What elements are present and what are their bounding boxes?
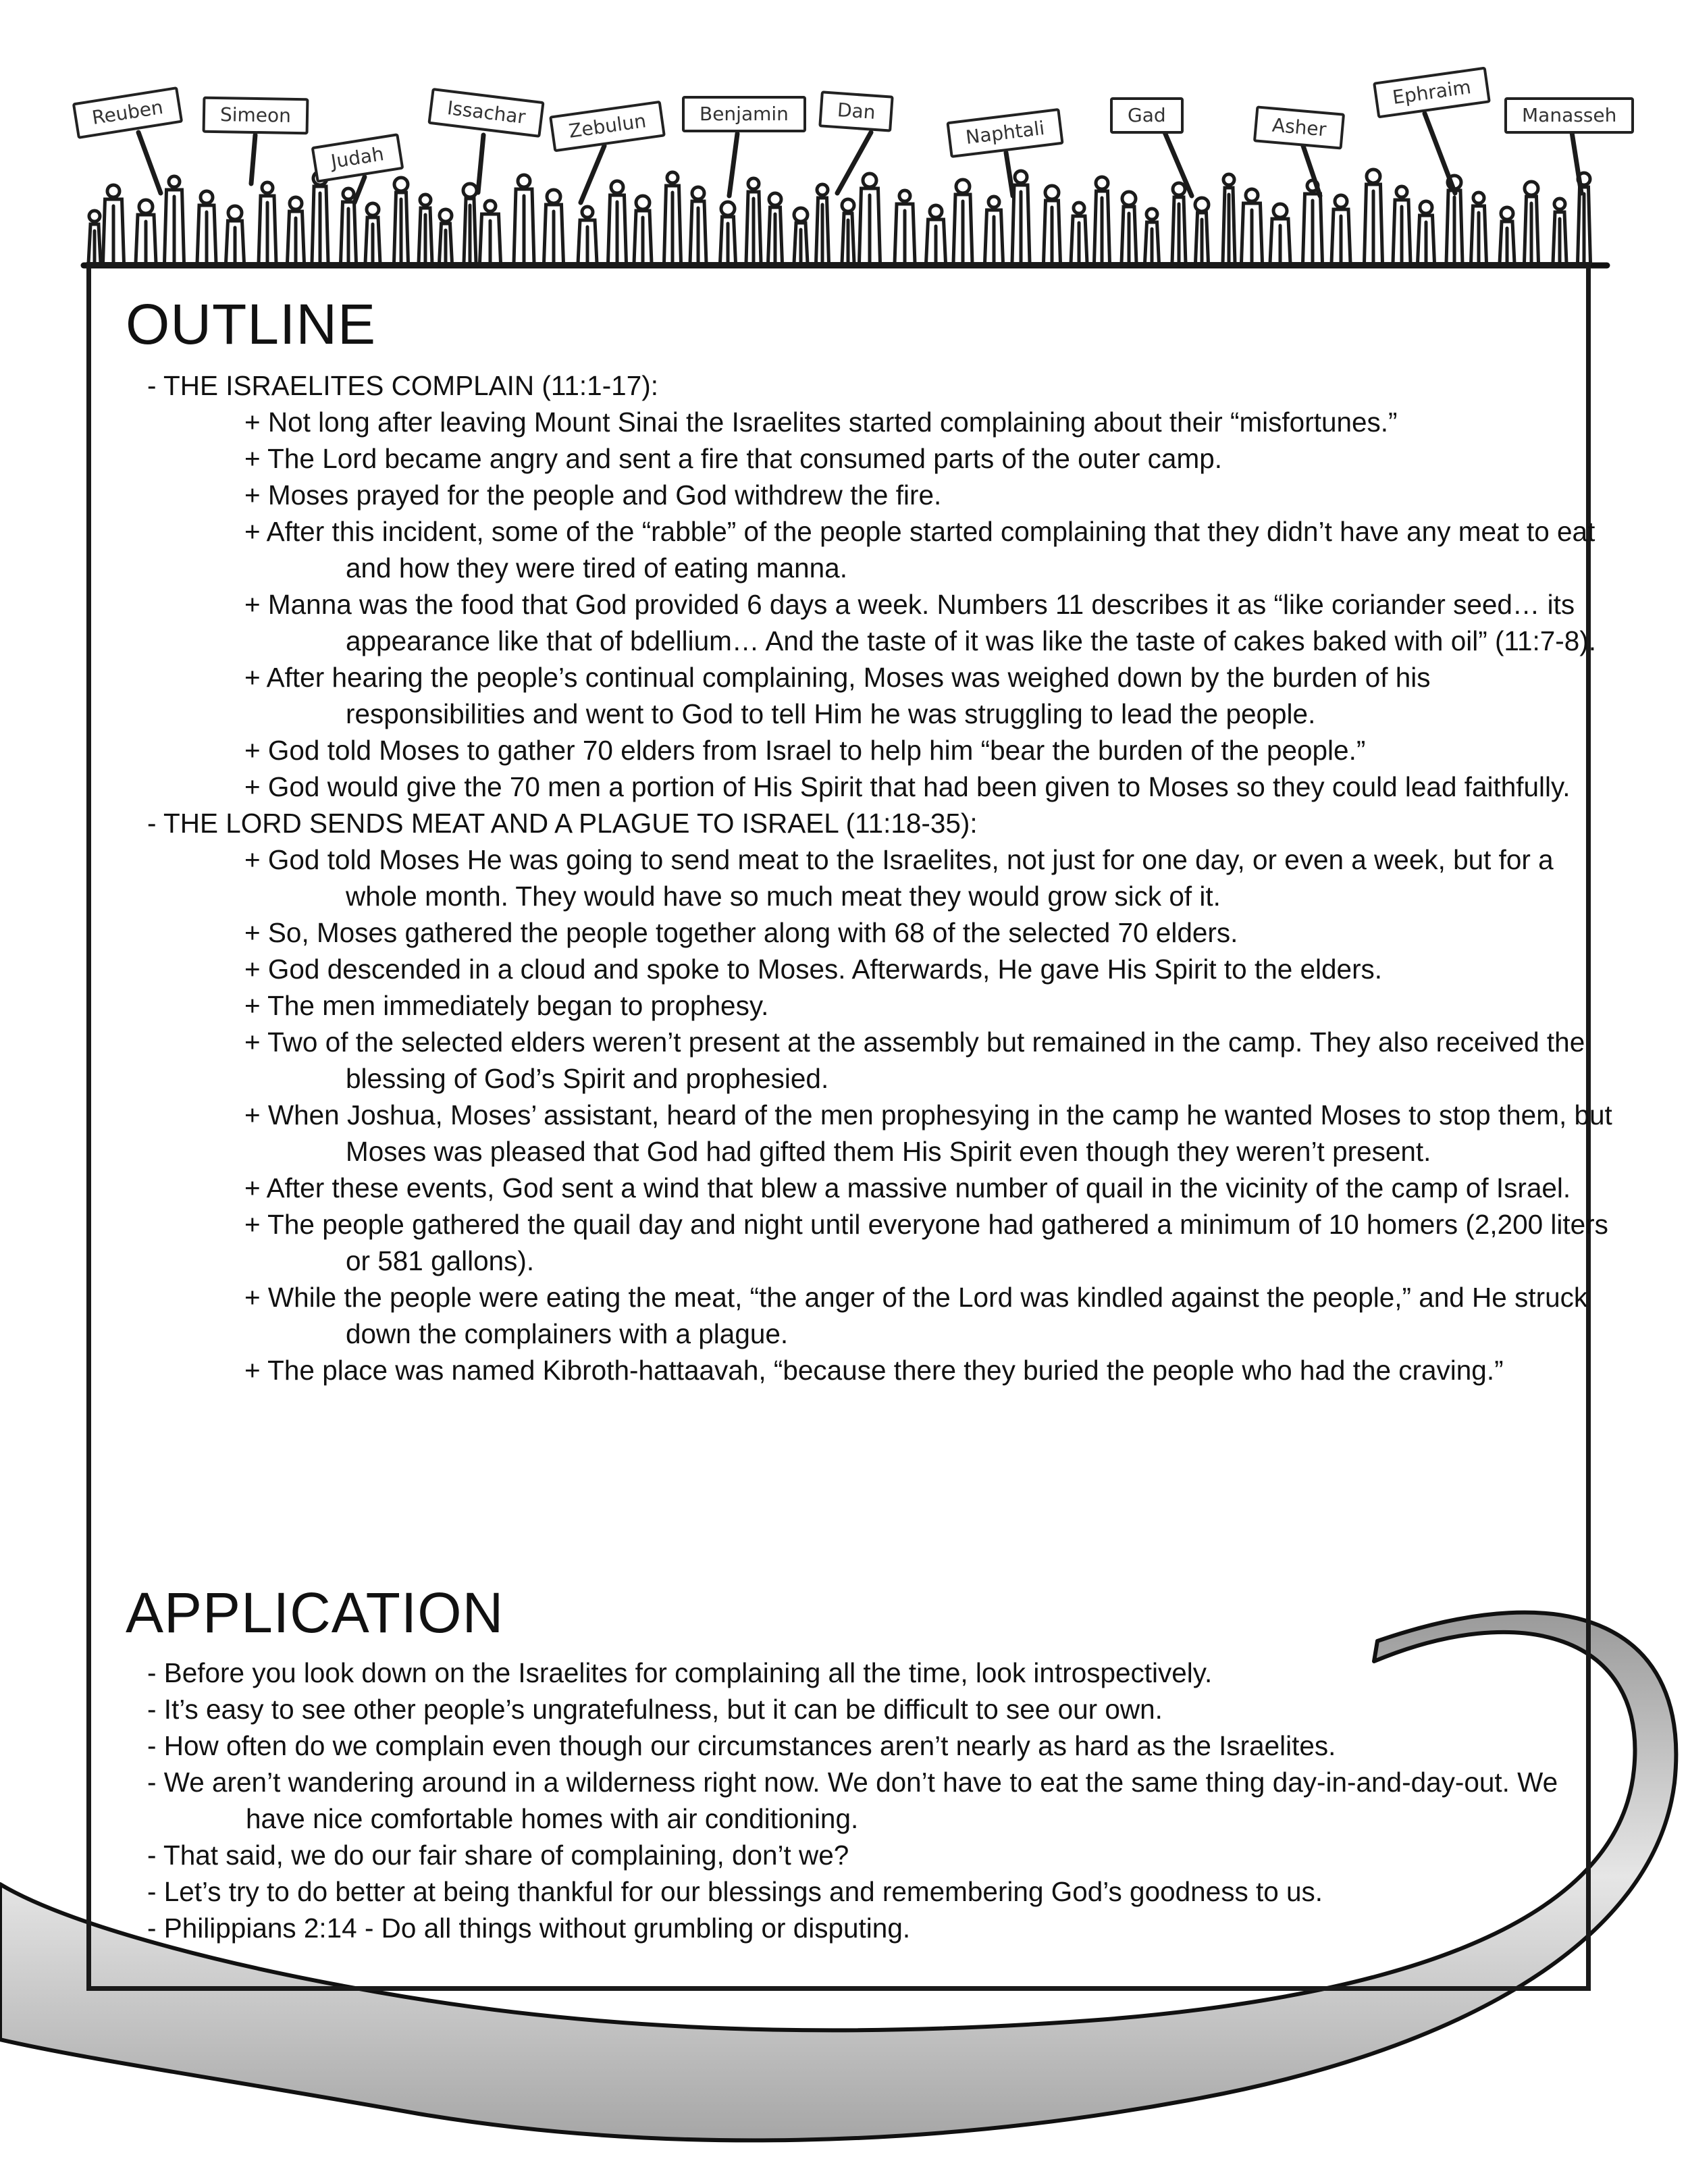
outline-item: + God would give the 70 men a portion of His Spirit that had been given to Moses so they could lead faithfully. bbox=[244, 771, 1571, 802]
application-item: - Philippians 2:14 - Do all things without grumbling or disputing. bbox=[147, 1913, 911, 1944]
crowd-figure bbox=[1172, 183, 1186, 263]
application-item: - It’s easy to see other people’s ungratefulness, but it can be difficult to see our own. bbox=[147, 1694, 1163, 1725]
crowd-figure bbox=[690, 187, 706, 263]
outline-title: OUTLINE bbox=[126, 292, 377, 356]
crowd-figure bbox=[768, 193, 783, 263]
outline-item: + After hearing the people’s continual complaining, Moses was weighed down by the burden of his responsibilities and went to God to tell Him he was struggling to lead the people. bbox=[244, 662, 1431, 729]
crowd-figure bbox=[1122, 192, 1136, 263]
tribe-sign-naphtali: Naphtali bbox=[946, 108, 1064, 158]
crowd-figure bbox=[634, 196, 652, 263]
application-title: APPLICATION bbox=[126, 1581, 504, 1644]
crowd-figure bbox=[664, 172, 681, 263]
outline-item: + After this incident, some of the “rabble” of the people started complaining that they didn’t have any meat to eat and how they were tired of eating manna. bbox=[244, 516, 1595, 583]
crowd-illustration bbox=[88, 170, 1591, 263]
outline-item: + The Lord became angry and sent a fire that consumed parts of the outer camp. bbox=[244, 443, 1222, 474]
crowd-figure bbox=[1500, 207, 1514, 263]
crowd-figure bbox=[1525, 182, 1539, 263]
outline-section-heading: - THE LORD SENDS MEAT AND A PLAGUE TO ISRAEL (11:18-35): bbox=[147, 808, 978, 839]
crowd-figure bbox=[816, 184, 829, 263]
crowd-figure bbox=[794, 208, 808, 263]
crowd-figure bbox=[1195, 198, 1209, 263]
application-item: - That said, we do our fair share of complaining, don’t we? bbox=[147, 1840, 849, 1871]
outline-item: + Two of the selected elders weren’t present at the assembly but remained in the camp. They also received the blessing of God’s Spirit and prophesied. bbox=[244, 1026, 1585, 1094]
crowd-figure bbox=[1242, 189, 1263, 263]
crowd-figure bbox=[1418, 201, 1435, 263]
outline-item: + The men immediately began to prophesy. bbox=[244, 990, 769, 1021]
outline-section-heading: - THE ISRAELITES COMPLAIN (11:1-17): bbox=[147, 370, 658, 401]
tribe-sign-reuben: Reuben bbox=[72, 86, 183, 139]
crowd-figure bbox=[514, 175, 534, 263]
crowd-figure bbox=[1012, 171, 1030, 263]
crowd-figure bbox=[746, 178, 761, 263]
outline-body bbox=[144, 367, 1614, 1388]
outline-item: + After these events, God sent a wind that blew a massive number of quail in the vicinity of the camp of Israel. bbox=[244, 1172, 1571, 1203]
outline-item: + While the people were eating the meat, “the anger of the Lord was kindled against the people,” and He struck down the complainers with a plague. bbox=[244, 1282, 1588, 1349]
crowd-figure bbox=[103, 185, 124, 263]
crowd-figure bbox=[480, 201, 501, 263]
crowd-figure bbox=[419, 194, 432, 263]
crowd-figure bbox=[1044, 186, 1061, 263]
tribe-sign-simeon: Simeon bbox=[203, 97, 309, 135]
tribe-sign-issachar: Issachar bbox=[427, 88, 545, 138]
tribe-sign-zebulun: Zebulun bbox=[549, 101, 666, 153]
crowd-figure bbox=[1094, 177, 1110, 263]
crowd-figure bbox=[197, 191, 216, 263]
tribe-sign-dan: Dan bbox=[818, 90, 894, 132]
crowd-figure bbox=[259, 182, 276, 263]
outline-item: + When Joshua, Moses’ assistant, heard of the men prophesying in the camp he wanted Moses to stop them, but Moses was pleased that God had gifted them His Spirit even though they weren’t present. bbox=[244, 1099, 1612, 1167]
crowd-figure bbox=[1331, 195, 1350, 263]
crowd-figure bbox=[88, 211, 101, 263]
crowd-figure bbox=[1270, 204, 1290, 263]
crowd-figure bbox=[365, 203, 380, 263]
crowd-figure bbox=[985, 197, 1003, 263]
crowd-figure bbox=[394, 178, 408, 263]
tribe-sign-asher: Asher bbox=[1253, 105, 1345, 149]
outline-item: + Not long after leaving Mount Sinai the Israelites started complaining about their “misfortunes.” bbox=[244, 407, 1398, 438]
application-item: - How often do we complain even though our circumstances aren’t nearly as hard as the Israelites. bbox=[147, 1730, 1336, 1761]
crowd-figure bbox=[1223, 174, 1235, 263]
application-item: - Before you look down on the Israelites for complaining all the time, look introspectively. bbox=[147, 1657, 1213, 1688]
crowd-figure bbox=[226, 206, 244, 263]
crowd-figure bbox=[463, 184, 477, 263]
crowd-figure bbox=[165, 176, 184, 263]
crowd-figure bbox=[1071, 203, 1087, 263]
outline-item: + The people gathered the quail day and night until everyone had gathered a minimum of 10 homers (2,200 liters or 581 gallons). bbox=[244, 1209, 1608, 1276]
crowd-figure bbox=[860, 174, 880, 263]
crowd-figure bbox=[288, 197, 305, 263]
crowd-figure bbox=[1365, 170, 1383, 263]
crowd-figure bbox=[608, 181, 627, 263]
crowd-figure bbox=[1393, 186, 1410, 263]
outline-item: + Moses prayed for the people and God withdrew the fire. bbox=[244, 479, 942, 511]
tribe-sign-benjamin: Benjamin bbox=[682, 96, 806, 132]
crowd-figure bbox=[895, 190, 915, 263]
application-item: - We aren’t wandering around in a wilderness right now. We don’t have to eat the same thing day-in-and-day-out. We have nice comfortable homes with air conditioning. bbox=[147, 1767, 1558, 1834]
crowd-figure bbox=[440, 209, 452, 263]
tribe-sign-ephraim: Ephraim bbox=[1373, 67, 1491, 119]
crowd-figure bbox=[312, 172, 328, 263]
outline-item: + God told Moses He was going to send meat to the Israelites, not just for one day, or even a week, but for a whole month. They would have so much meat they would grow sick of it. bbox=[244, 844, 1554, 912]
crowd-figure bbox=[1471, 192, 1487, 263]
tribe-sign-manasseh: Manasseh bbox=[1504, 97, 1634, 134]
crowd-figure bbox=[842, 199, 854, 263]
crowd-figure bbox=[1553, 199, 1566, 263]
crowd-figure bbox=[1145, 209, 1159, 263]
crowd-figure bbox=[953, 180, 972, 263]
application-item: - Let’s try to do better at being thankful for our blessings and remembering God’s goodness to us. bbox=[147, 1876, 1323, 1907]
outline-item: + God descended in a cloud and spoke to Moses. Afterwards, He gave His Spirit to the elders. bbox=[244, 954, 1383, 985]
crowd-figure bbox=[136, 200, 156, 263]
outline-item: + So, Moses gathered the people together along with 68 of the selected 70 elders. bbox=[244, 917, 1238, 948]
outline-item: + The place was named Kibroth-hattaavah, “because there they buried the people who had the craving.” bbox=[244, 1355, 1504, 1386]
tribe-sign-judah: Judah bbox=[311, 133, 404, 183]
crowd-figure bbox=[720, 202, 736, 263]
outline-item: + God told Moses to gather 70 elders from Israel to help him “bear the burden of the people.” bbox=[244, 735, 1366, 766]
tribe-sign-gad: Gad bbox=[1110, 97, 1184, 134]
crowd-figure bbox=[578, 207, 597, 263]
outline-item: + Manna was the food that God provided 6 days a week. Numbers 11 describes it as “like coriander seed… its appearance like that of bdellium… And the taste of it was like the taste of cakes baked with oil” (11:7-8). bbox=[244, 589, 1597, 656]
crowd-figure bbox=[544, 190, 564, 263]
application-body bbox=[144, 1655, 1614, 1946]
crowd-figure bbox=[926, 205, 946, 263]
